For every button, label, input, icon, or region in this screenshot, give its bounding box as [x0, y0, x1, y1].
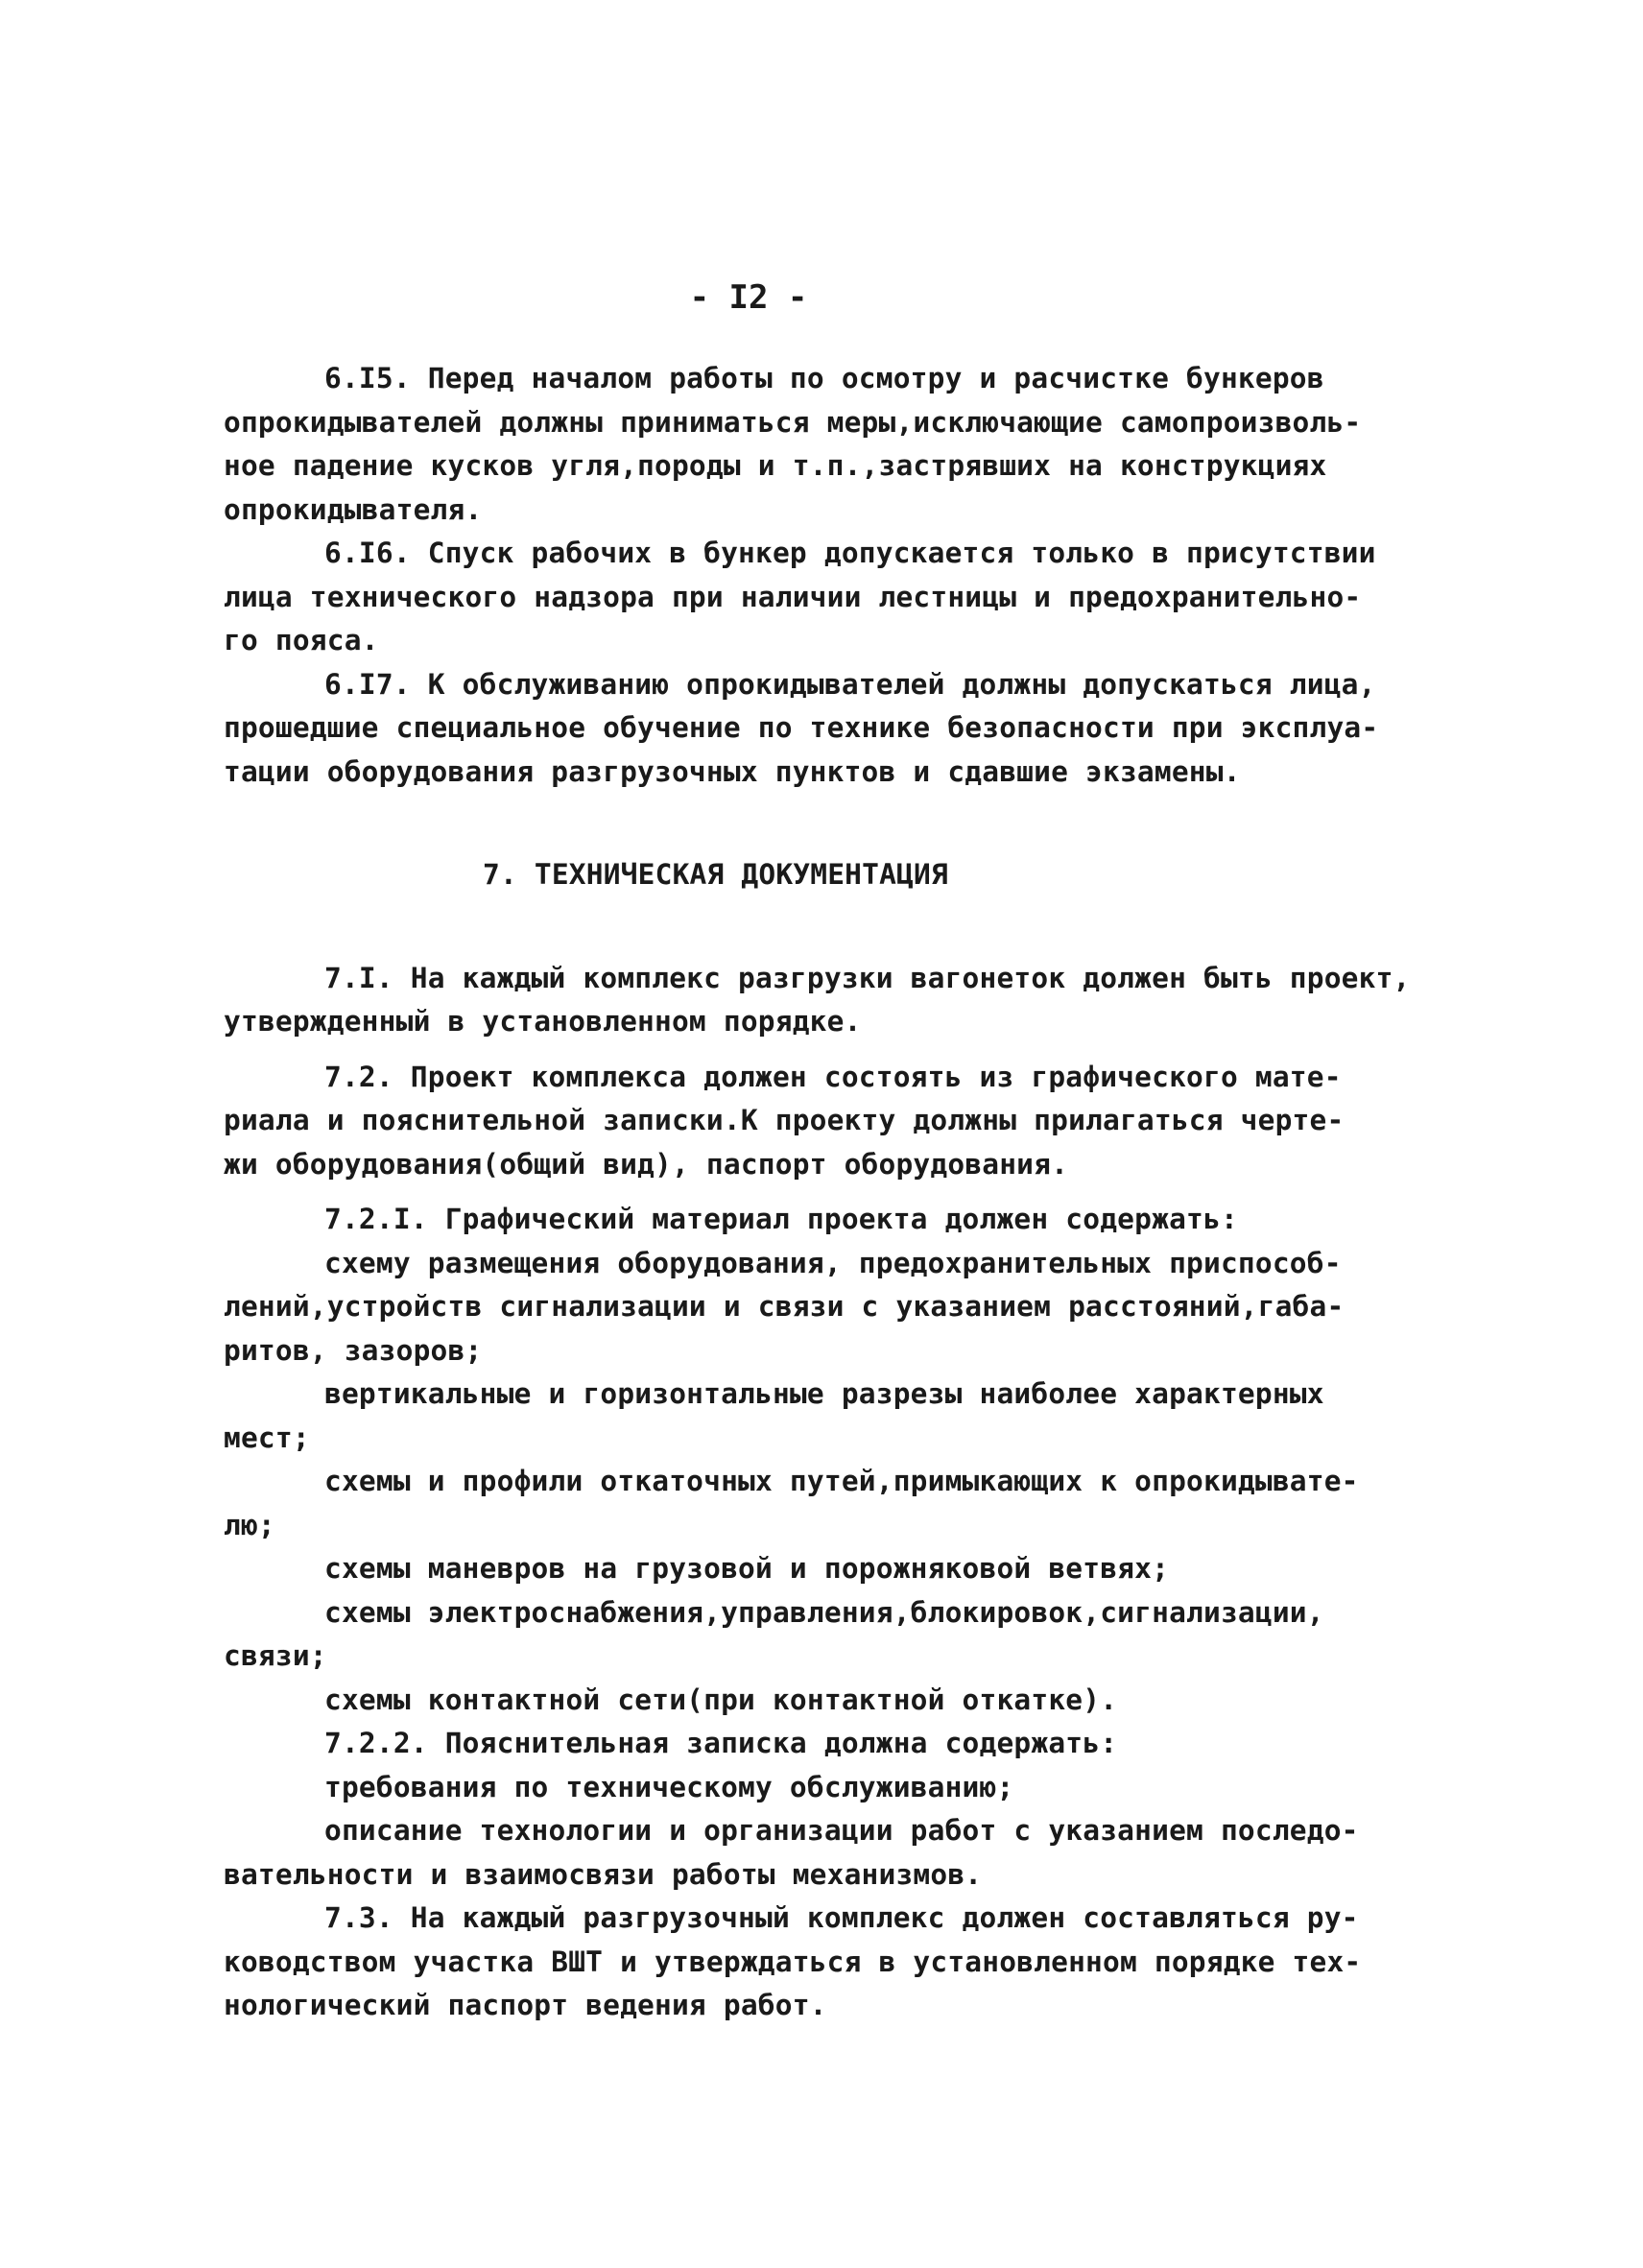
paragraph-7-3	[224, 1897, 1462, 2028]
text-line: ритов, зазоров;	[224, 1333, 483, 1367]
text-line: лений,устройств сигнализации и связи с указанием расстояний,габа-	[224, 1290, 1345, 1323]
paragraph-6-17	[224, 663, 1462, 795]
text-line: требования по техническому обслуживанию;	[324, 1770, 1014, 1803]
text-line: 7.2.2. Пояснительная записка должна содержать:	[324, 1727, 1118, 1759]
text-line: нологический паспорт ведения работ.	[224, 1989, 827, 2021]
text-line: связи;	[224, 1639, 327, 1672]
text-line: 6.I6. Спуск рабочих в бункер допускается только в присутствии	[324, 537, 1376, 569]
text-line: опрокидывателя.	[224, 492, 483, 526]
text-line: 7.2.I. Графический материал проекта должен содержать:	[324, 1203, 1238, 1235]
text-line: лица технического надзора при наличии лестницы и предохранительно-	[224, 580, 1362, 613]
text-line: опрокидывателей должны приниматься меры,исключающие самопроизволь-	[224, 405, 1362, 439]
paragraph-7-1	[224, 957, 1462, 1044]
text-line: ное падение кусков угля,породы и т.п.,застрявших на конструкциях	[224, 449, 1327, 482]
text-line: го пояса.	[224, 624, 379, 657]
text-line: 7.3. На каждый разгрузочный комплекс должен составляться ру-	[324, 1901, 1359, 1934]
paragraph-7-2-1	[224, 1198, 1462, 1722]
text-line: 7.2. Проект комплекса должен состоять из графического мате-	[324, 1060, 1342, 1093]
page-number: - I2 -	[689, 278, 808, 317]
text-line: ководством участка ВШТ и утверждаться в установленном порядке тех-	[224, 1945, 1362, 1978]
text-line: 6.I7. К обслуживанию опрокидывателей должны допускаться лица,	[324, 667, 1376, 701]
text-line: утвержденный в установленном порядке.	[224, 1005, 862, 1038]
document-body	[224, 357, 1462, 2028]
text-line: лю;	[224, 1508, 275, 1541]
text-line: схемы маневров на грузовой и порожняковой ветвях;	[324, 1552, 1170, 1585]
text-line: риала и пояснительной записки.К проекту должны прилагаться черте-	[224, 1104, 1345, 1136]
paragraph-7-2	[224, 1056, 1462, 1187]
section-heading: 7. ТЕХНИЧЕСКАЯ ДОКУМЕНТАЦИЯ	[483, 858, 948, 891]
text-line: вательности и взаимосвязи работы механизмов.	[224, 1857, 983, 1891]
text-line: 7.I. На каждый комплекс разгрузки вагонеток должен быть проект,	[324, 961, 1411, 994]
text-line: описание технологии и организации работ с указанием последо-	[324, 1814, 1359, 1847]
text-line: мест;	[224, 1420, 310, 1454]
text-line: тации оборудования разгрузочных пунктов и сдавшие экзамены.	[224, 754, 1241, 788]
text-line: схему размещения оборудования, предохранительных приспособ-	[324, 1246, 1342, 1279]
paragraph-7-2-2	[224, 1722, 1462, 1897]
paragraph-6-16	[224, 532, 1462, 663]
text-line: вертикальные и горизонтальные разрезы наиболее характерных	[324, 1377, 1324, 1410]
paragraph-6-15	[224, 357, 1462, 532]
text-line: схемы контактной сети(при контактной откатке).	[324, 1683, 1118, 1716]
text-line: прошедшие специальное обучение по технике безопасности при эксплуа-	[224, 711, 1379, 744]
text-line: жи оборудования(общий вид), паспорт оборудования.	[224, 1147, 1069, 1181]
text-line: 6.I5. Перед началом работы по осмотру и расчистке бункеров	[324, 362, 1324, 394]
text-line: схемы электроснабжения,управления,блокировок,сигнализации,	[324, 1595, 1324, 1629]
text-line: схемы и профили откаточных путей,примыкающих к опрокидывате-	[324, 1465, 1359, 1497]
